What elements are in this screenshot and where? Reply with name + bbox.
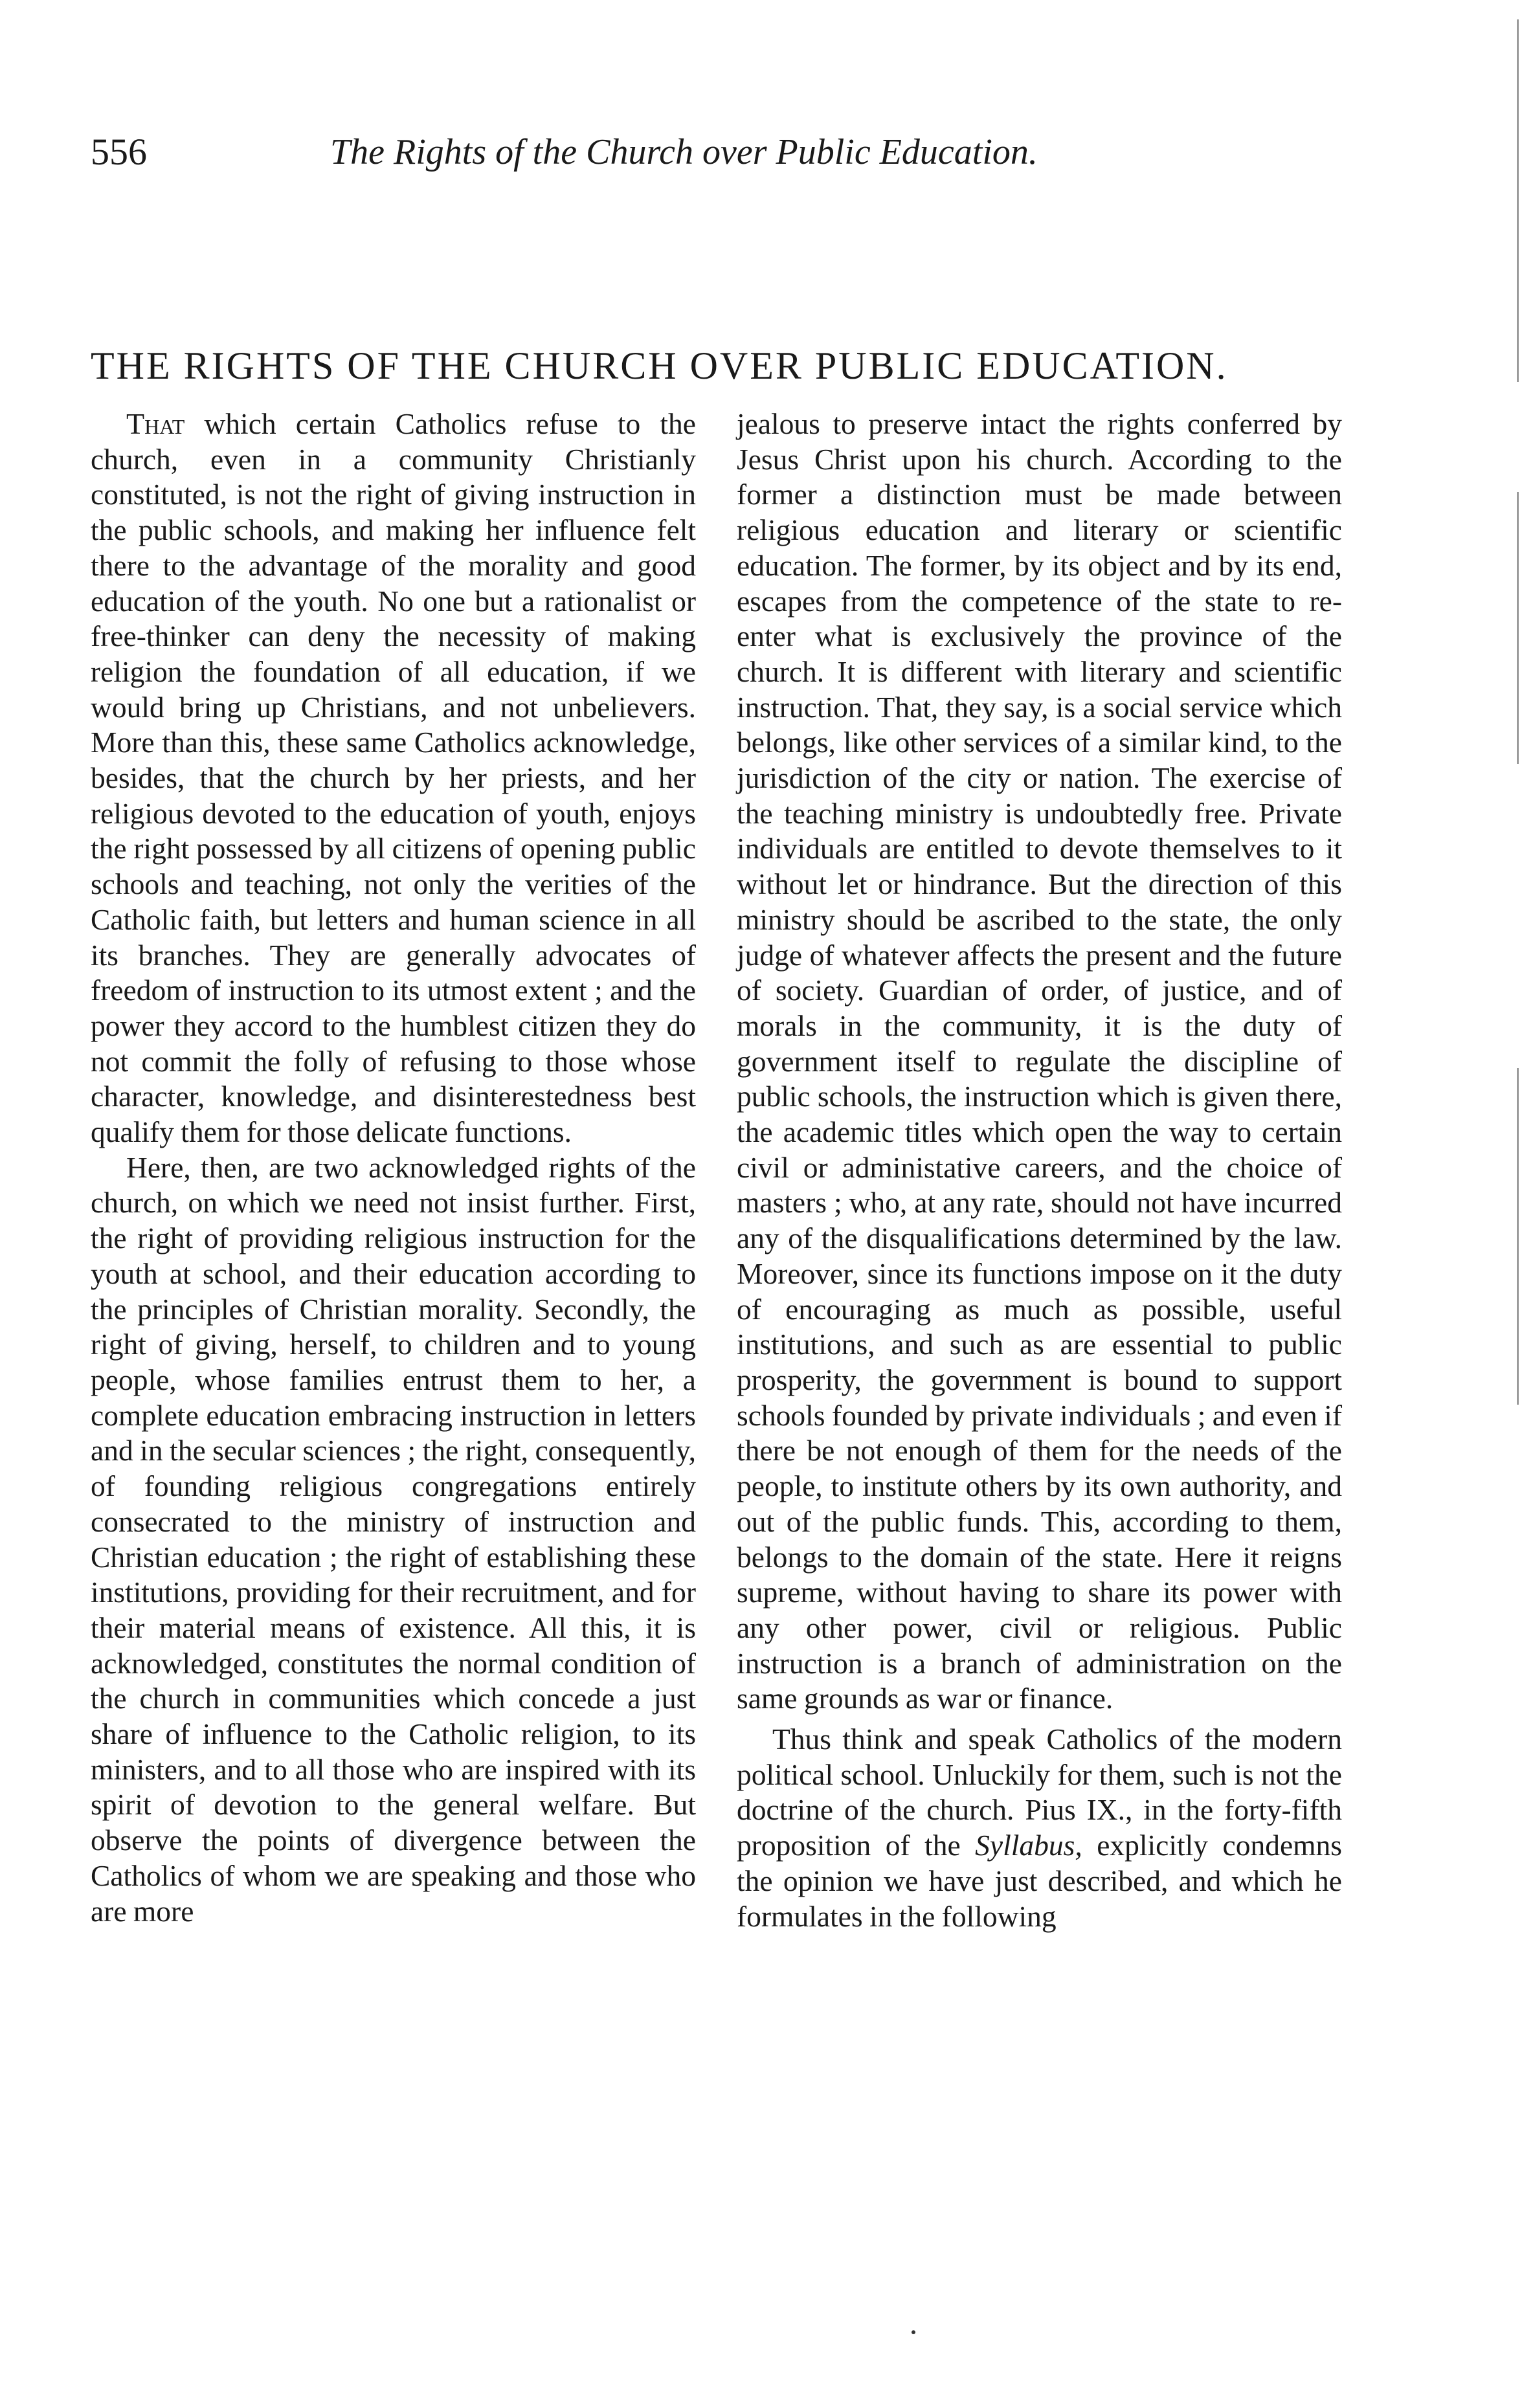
page-edge-mark bbox=[1517, 1068, 1519, 1405]
page-number: 556 bbox=[91, 131, 147, 173]
paragraph: Here, then, are two acknowledged rights of the church, on which we need not insist further. First, the right of providing religious instruction for the youth at school, and their education according to the principles of Christian morality. Secondly, the right of giving, herself, to children and to young people, whose families entrust them to her, a complete education embracing instruction in letters and in the secular sciences ; the right, consequently, of founding religious congregations entirely consecrated to the ministry of instruction and Christian education ; the right of establishing these institutions, providing for their recruitment, and for their material means of existence. All this, it is acknowledged, constitutes the normal condition of the church in communities which concede a just share of influence to the Catholic religion, to its ministers, and to all those who are inspired with its spirit of devotion to the general welfare. But observe the points of divergence between the Catholics of whom we are speaking and those who are more bbox=[91, 1150, 696, 1928]
article-title: THE RIGHTS OF THE CHURCH OVER PUBLIC EDUCATION. bbox=[91, 344, 1228, 387]
paragraph-text: which certain Catholics refuse to the church, even in a community Christianly constituted, is not the right of giving instruction in the public schools, and making her influence felt there to the advantage of the morality and good education of the youth. No one but a rationalist or free-thinker can deny the necessity of making religion the foundation of all education, if we would bring up Christians, and not unbelievers. More than this, these same Catholics acknowledge, besides, that the church by her priests, and her religious devoted to the education of youth, enjoys the right possessed by all citizens of opening public schools and teaching, not only the verities of the Catholic faith, but letters and human science in all its branches. They are generally advocates of freedom of instruction to its utmost extent ; and the power they accord to the humblest citizen they do not commit the folly of refusing to those whose character, knowledge, and disinterestedness best qualify them for those delicate functions. bbox=[91, 407, 696, 1149]
paragraph bbox=[91, 407, 696, 1150]
page-edge-mark bbox=[1517, 492, 1519, 764]
left-column bbox=[91, 407, 696, 1929]
running-head bbox=[91, 126, 1340, 178]
paragraph bbox=[737, 1722, 1342, 1934]
paragraph-text: explicitly condemns the opinion we have just described, and which he formulates in the following bbox=[737, 1829, 1342, 1933]
paragraph-text: Thus think and speak Catholics of the modern political school. Unluckily for them, such is not the doctrine of the church. Pius IX., in the forty-fifth proposition of the bbox=[737, 1722, 1342, 1862]
lead-word: That bbox=[126, 407, 185, 440]
syllabus-italic: Syllabus, bbox=[975, 1829, 1082, 1862]
running-title: The Rights of the Church over Public Education. bbox=[330, 132, 1038, 172]
footer-mark bbox=[912, 2330, 915, 2334]
page-edge-mark bbox=[1517, 19, 1519, 382]
paragraph: jealous to preserve intact the rights conferred by Jesus Christ upon his church. According to the former a distinction must be made between religious education and literary or scientific education. The former, by its object and by its end, escapes from the competence of the state to re-enter what is exclusively the province of the church. It is different with literary and scientific instruction. That, they say, is a social service which belongs, like other services of a similar kind, to the jurisdiction of the city or nation. The exercise of the teaching ministry is undoubtedly free. Private individuals are entitled to devote themselves to it without let or hindrance. But the direction of this ministry should be ascribed to the state, the only judge of whatever affects the present and the future of society. Guardian of order, of justice, and of morals in the community, it is the duty of government itself to regulate the discipline of public schools, the instruction which is given there, the academic titles which open the way to certain civil or administative careers, and the choice of masters ; who, at any rate, should not have incurred any of the disqualifications determined by the law. Moreover, since its functions impose on it the duty of encouraging as much as possible, useful institutions, and such as are essential to public prosperity, the government is bound to support schools founded by private individuals ; and even if there be not enough of them for the needs of the people, to institute others by its own authority, and out of the public funds. This, according to them, belongs to the domain of the state. Here it reigns supreme, without having to share its power with any other power, civil or religious. Public instruction is a branch of administration on the same grounds as war or finance. bbox=[737, 407, 1342, 1715]
right-column bbox=[737, 407, 1342, 1934]
